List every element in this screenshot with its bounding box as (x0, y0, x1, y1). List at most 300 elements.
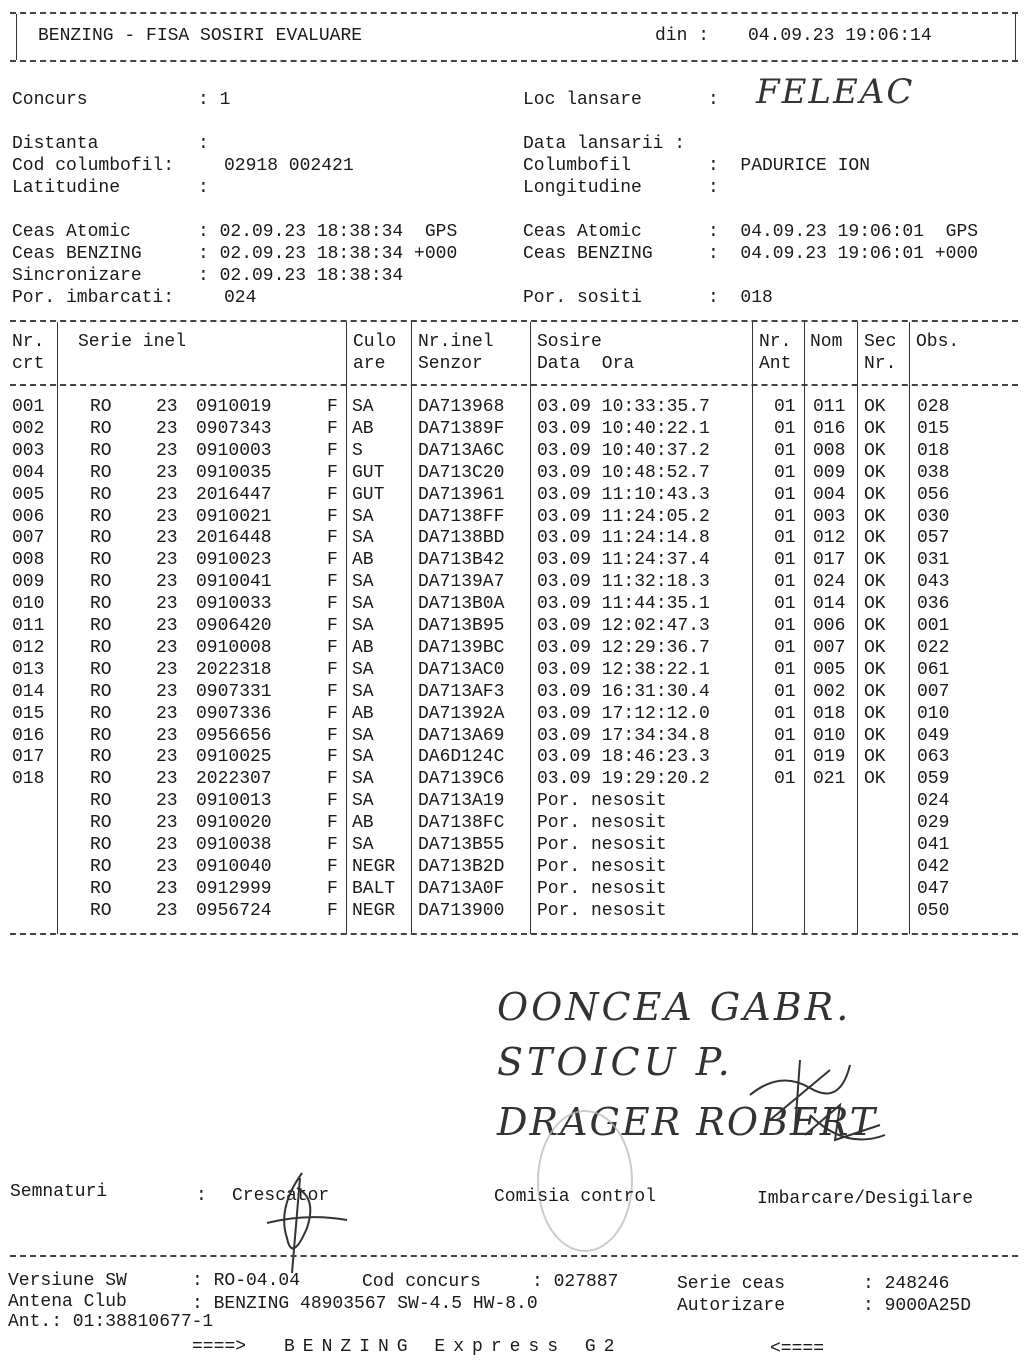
header-bottom-border (10, 60, 1018, 62)
ring-sex: F (327, 856, 338, 877)
ring-sex: F (327, 703, 338, 724)
obs-value: 042 (917, 856, 950, 877)
obs-value: 038 (917, 462, 950, 483)
sensor-id: DA713A69 (418, 725, 505, 746)
ring-sex: F (327, 550, 338, 571)
header-right-border (1015, 14, 1016, 60)
ring-number: 2016447 (196, 484, 272, 505)
obs-value: 022 (917, 637, 950, 658)
security-status: OK (864, 397, 886, 417)
security-status: OK (864, 484, 886, 505)
color-code: SA (352, 572, 374, 593)
col-nr-header-2: crt (12, 354, 45, 374)
nom-value: 004 (813, 484, 846, 505)
nom-value: 005 (813, 659, 846, 680)
arrival-time: 03.09 11:44:35.1 (537, 594, 710, 615)
ring-country: RO (90, 813, 112, 834)
arrival-time: 03.09 12:29:36.7 (537, 637, 710, 658)
serie-ceas-label: Serie ceas (677, 1274, 786, 1294)
arrival-time: 03.09 12:38:22.1 (537, 659, 710, 680)
right-atomic-value: : 04.09.23 19:06:01 GPS (708, 222, 979, 242)
sensor-id: DA713AF3 (418, 681, 505, 702)
footer-arrow-right: <==== (770, 1339, 825, 1359)
ring-sex: F (327, 878, 338, 899)
ring-country: RO (90, 528, 112, 549)
obs-value: 059 (917, 769, 950, 790)
col-ant-header-2: Ant (759, 354, 792, 374)
ring-number: 0906420 (196, 616, 272, 636)
ring-year: 23 (156, 616, 178, 636)
sync-label: Sincronizare (12, 266, 142, 286)
ring-country: RO (90, 835, 112, 855)
nom-value: 021 (813, 769, 846, 790)
color-code: SA (352, 659, 374, 680)
ring-sex: F (327, 681, 338, 702)
color-code: AB (352, 813, 374, 834)
ring-number: 0910008 (196, 637, 272, 658)
security-status: OK (864, 703, 886, 724)
sync-value: : 02.09.23 18:38:34 (198, 266, 404, 286)
security-status: OK (864, 506, 886, 527)
col-nom-header: Nom (810, 332, 843, 352)
ring-country: RO (90, 440, 112, 461)
col-serie-header: Serie inel (78, 332, 187, 352)
antenna-nr: 01 (774, 440, 796, 461)
table-row (0, 746, 1024, 768)
obs-value: 043 (917, 572, 950, 593)
color-code: SA (352, 681, 374, 702)
ring-country: RO (90, 550, 112, 571)
color-code: GUT (352, 462, 385, 483)
footer-arrow-left: ====> (192, 1337, 247, 1357)
antenna-nr: 01 (774, 659, 796, 680)
sensor-id: DA7139BC (418, 637, 505, 658)
sensor-id: DA713A0F (418, 878, 505, 899)
nom-value: 006 (813, 616, 846, 636)
security-status: OK (864, 725, 886, 746)
arrival-time: Por. nesosit (537, 900, 667, 921)
security-status: OK (864, 462, 886, 483)
obs-value: 001 (917, 616, 950, 636)
right-benzing-value: : 04.09.23 19:06:01 +000 (708, 244, 979, 264)
latitudine-label: Latitudine (12, 178, 121, 198)
cod-concurs-value: : 027887 (532, 1272, 619, 1292)
sensor-id: DA713A19 (418, 791, 505, 812)
row-number: 012 (12, 637, 45, 658)
ring-number: 2022318 (196, 659, 272, 680)
ring-year: 23 (156, 594, 178, 615)
color-code: SA (352, 747, 374, 768)
antenna-nr: 01 (774, 703, 796, 724)
ring-number: 0907343 (196, 418, 272, 439)
color-code: NEGR (352, 900, 396, 921)
ring-country: RO (90, 594, 112, 615)
ring-sex: F (327, 506, 338, 527)
color-code: AB (352, 703, 374, 724)
ring-number: 0912999 (196, 878, 272, 899)
table-row (0, 703, 1024, 725)
footer-top-border (10, 1255, 1018, 1257)
sensor-id: DA713A6C (418, 440, 505, 461)
ring-year: 23 (156, 397, 178, 417)
arrival-time: 03.09 16:31:30.4 (537, 681, 710, 702)
ring-number: 0910020 (196, 813, 272, 834)
row-number: 004 (12, 462, 45, 483)
ring-country: RO (90, 681, 112, 702)
arrival-time: 03.09 11:24:14.8 (537, 528, 710, 549)
imbarcare-desigilare-label: Imbarcare/Desigilare (757, 1189, 974, 1209)
left-atomic-value: : 02.09.23 18:38:34 GPS (198, 222, 458, 242)
arrival-time: 03.09 19:29:20.2 (537, 769, 710, 790)
row-number: 014 (12, 681, 45, 702)
data-lansarii-label: Data lansarii : (523, 134, 686, 154)
ring-country: RO (90, 397, 112, 417)
arrival-time: 03.09 11:10:43.3 (537, 484, 710, 505)
ring-number: 0910019 (196, 397, 272, 417)
antena-club-label: Antena Club (8, 1292, 127, 1312)
col-sec-header-1: Sec (864, 332, 897, 352)
obs-value: 036 (917, 594, 950, 615)
ring-year: 23 (156, 791, 178, 812)
color-code: SA (352, 397, 374, 417)
arrival-time: 03.09 11:32:18.3 (537, 572, 710, 593)
nom-value: 018 (813, 703, 846, 724)
official-stamp (537, 1110, 633, 1252)
sensor-id: DA7139A7 (418, 572, 505, 593)
arrival-time: 03.09 11:24:37.4 (537, 550, 710, 571)
ring-sex: F (327, 637, 338, 658)
color-code: AB (352, 418, 374, 439)
nom-value: 008 (813, 440, 846, 461)
arrival-time: Por. nesosit (537, 856, 667, 877)
color-code: SA (352, 769, 374, 790)
crescator-label: Crescator (232, 1186, 330, 1206)
imbarcati-value: 024 (224, 288, 257, 308)
ring-year: 23 (156, 637, 178, 658)
cod-columbofil-label: Cod columbofil: (12, 156, 175, 176)
table-row (0, 725, 1024, 747)
color-code: AB (352, 637, 374, 658)
ring-country: RO (90, 878, 112, 899)
latitudine-value: : (198, 178, 209, 198)
ring-number: 0910040 (196, 856, 272, 877)
document-title: BENZING - FISA SOSIRI EVALUARE (38, 26, 363, 46)
comisia-control-label: Comisia control (494, 1187, 657, 1207)
table-row (0, 659, 1024, 681)
table-row (0, 462, 1024, 484)
col-culoare-header-2: are (353, 354, 386, 374)
ring-year: 23 (156, 440, 178, 461)
security-status: OK (864, 769, 886, 790)
obs-value: 010 (917, 703, 950, 724)
ring-sex: F (327, 440, 338, 461)
serie-ceas-value: : 248246 (863, 1274, 950, 1294)
sositi-value: : 018 (708, 288, 773, 308)
arrival-time: 03.09 10:33:35.7 (537, 397, 710, 417)
color-code: SA (352, 791, 374, 812)
ring-sex: F (327, 900, 338, 921)
ring-country: RO (90, 791, 112, 812)
nom-value: 007 (813, 637, 846, 658)
arrival-time: 03.09 10:40:22.1 (537, 418, 710, 439)
table-row (0, 834, 1024, 856)
table-row (0, 856, 1024, 878)
date-label: din : (655, 26, 710, 46)
semnaturi-sep: : (196, 1186, 207, 1206)
security-status: OK (864, 572, 886, 593)
ring-sex: F (327, 462, 338, 483)
obs-value: 047 (917, 878, 950, 899)
ring-year: 23 (156, 484, 178, 505)
nom-value: 011 (813, 397, 846, 417)
antenna-nr: 01 (774, 725, 796, 746)
table-row (0, 396, 1024, 418)
ring-sex: F (327, 835, 338, 855)
distanta-label: Distanta (12, 134, 99, 154)
ring-year: 23 (156, 418, 178, 439)
ring-country: RO (90, 418, 112, 439)
col-ant-header-1: Nr. (759, 332, 792, 352)
ring-year: 23 (156, 572, 178, 593)
right-benzing-label: Ceas BENZING (523, 244, 653, 264)
ring-sex: F (327, 725, 338, 746)
table-row (0, 484, 1024, 506)
ring-year: 23 (156, 725, 178, 746)
table-row (0, 418, 1024, 440)
obs-value: 061 (917, 659, 950, 680)
ring-number: 2022307 (196, 769, 272, 790)
table-row (0, 681, 1024, 703)
sensor-id: DA6D124C (418, 747, 505, 768)
sensor-id: DA713B0A (418, 594, 505, 615)
sensor-id: DA7138FC (418, 813, 505, 834)
antenna-nr: 01 (774, 484, 796, 505)
obs-value: 057 (917, 528, 950, 549)
sositi-label: Por. sositi (523, 288, 642, 308)
sensor-id: DA713968 (418, 397, 505, 417)
row-number: 013 (12, 659, 45, 680)
ring-sex: F (327, 659, 338, 680)
ring-number: 0910013 (196, 791, 272, 812)
sensor-id: DA713B55 (418, 835, 505, 855)
columbofil-value: : PADURICE ION (708, 156, 871, 176)
ring-sex: F (327, 418, 338, 439)
left-benzing-label: Ceas BENZING (12, 244, 142, 264)
ring-number: 0910041 (196, 572, 272, 593)
table-row (0, 878, 1024, 900)
nom-value: 014 (813, 594, 846, 615)
arrival-time: Por. nesosit (537, 835, 667, 855)
sensor-id: DA713B42 (418, 550, 505, 571)
nom-value: 010 (813, 725, 846, 746)
table-row (0, 768, 1024, 790)
ring-year: 23 (156, 835, 178, 855)
security-status: OK (864, 681, 886, 702)
row-number: 006 (12, 506, 45, 527)
color-code: SA (352, 506, 374, 527)
color-code: S (352, 440, 363, 461)
security-status: OK (864, 747, 886, 768)
obs-value: 018 (917, 440, 950, 461)
table-bottom-border (10, 933, 1018, 935)
ring-number: 0910021 (196, 506, 272, 527)
col-obs-header: Obs. (916, 332, 960, 352)
obs-value: 050 (917, 900, 950, 921)
arrival-time: 03.09 10:48:52.7 (537, 462, 710, 483)
autorizare-label: Autorizare (677, 1296, 786, 1316)
ring-number: 0910033 (196, 594, 272, 615)
ring-sex: F (327, 572, 338, 593)
col-sosire-header-2: Data Ora (537, 354, 635, 374)
distanta-value: : (198, 134, 209, 154)
ring-country: RO (90, 506, 112, 527)
obs-value: 029 (917, 813, 950, 834)
sensor-id: DA713B2D (418, 856, 505, 877)
ring-sex: F (327, 397, 338, 417)
antenna-nr: 01 (774, 528, 796, 549)
sensor-id: DA713C20 (418, 462, 505, 483)
semnaturi-label: Semnaturi (10, 1182, 108, 1202)
nom-value: 003 (813, 506, 846, 527)
handwritten-name-2: STOICU P. (497, 1040, 734, 1084)
sensor-id: DA7138BD (418, 528, 505, 549)
antenna-nr: 01 (774, 506, 796, 527)
obs-value: 056 (917, 484, 950, 505)
arrival-time: 03.09 17:12:12.0 (537, 703, 710, 724)
concurs-label: Concurs (12, 90, 88, 110)
table-row (0, 440, 1024, 462)
row-number: 002 (12, 418, 45, 439)
arrival-time: Por. nesosit (537, 813, 667, 834)
table-row (0, 593, 1024, 615)
table-row (0, 527, 1024, 549)
ring-country: RO (90, 484, 112, 505)
ring-number: 0910038 (196, 835, 272, 855)
loc-lansare-handwritten: FELEAC (756, 72, 915, 112)
longitudine-label: Longitudine (523, 178, 642, 198)
col-senzor-header-2: Senzor (418, 354, 483, 374)
ring-number: 0907331 (196, 681, 272, 702)
imbarcati-label: Por. imbarcati: (12, 288, 175, 308)
nom-value: 024 (813, 572, 846, 593)
antenna-nr: 01 (774, 462, 796, 483)
sensor-id: DA713AC0 (418, 659, 505, 680)
left-benzing-value: : 02.09.23 18:38:34 +000 (198, 244, 458, 264)
handwritten-name-3: DRAGER ROBERT (497, 1100, 878, 1144)
ring-number: 0910003 (196, 440, 272, 461)
ring-country: RO (90, 659, 112, 680)
ring-sex: F (327, 769, 338, 790)
sensor-id: DA713961 (418, 484, 505, 505)
loc-lansare-sep: : (708, 90, 719, 110)
sensor-id: DA7139C6 (418, 769, 505, 790)
ring-year: 23 (156, 813, 178, 834)
ring-sex: F (327, 747, 338, 768)
header-left-border (16, 14, 17, 60)
signature-scribble-2 (800, 1095, 890, 1155)
ring-sex: F (327, 813, 338, 834)
nom-value: 012 (813, 528, 846, 549)
ring-year: 23 (156, 462, 178, 483)
row-number: 001 (12, 397, 45, 417)
nom-value: 017 (813, 550, 846, 571)
antenna-nr: 01 (774, 681, 796, 702)
ring-year: 23 (156, 856, 178, 877)
table-row (0, 615, 1024, 637)
concurs-value: : 1 (198, 90, 231, 110)
ring-country: RO (90, 856, 112, 877)
security-status: OK (864, 528, 886, 549)
arrival-time: 03.09 10:40:37.2 (537, 440, 710, 461)
nom-value: 002 (813, 681, 846, 702)
col-senzor-header-1: Nr.inel (418, 332, 494, 352)
sensor-id: DA71392A (418, 703, 505, 724)
ring-year: 23 (156, 747, 178, 768)
sensor-id: DA713900 (418, 900, 505, 921)
color-code: BALT (352, 878, 396, 899)
columbofil-label: Columbofil (523, 156, 632, 176)
security-status: OK (864, 616, 886, 636)
table-row (0, 506, 1024, 528)
antenna-nr: 01 (774, 616, 796, 636)
crescator-signature (262, 1168, 352, 1278)
right-atomic-label: Ceas Atomic (523, 222, 642, 242)
loc-lansare-label: Loc lansare (523, 90, 642, 110)
ring-number: 0907336 (196, 703, 272, 724)
col-sec-header-2: Nr. (864, 354, 897, 374)
antenna-nr: 01 (774, 397, 796, 417)
row-number: 018 (12, 769, 45, 790)
ring-country: RO (90, 616, 112, 636)
security-status: OK (864, 594, 886, 615)
sensor-id: DA713B95 (418, 616, 505, 636)
ring-country: RO (90, 572, 112, 593)
sensor-id: DA7138FF (418, 506, 505, 527)
footer-brand: BENZING Express G2 (284, 1337, 623, 1357)
sensor-id: DA71389F (418, 418, 505, 439)
table-row (0, 812, 1024, 834)
arrival-time: 03.09 18:46:23.3 (537, 747, 710, 768)
antenna-nr: 01 (774, 769, 796, 790)
table-row (0, 571, 1024, 593)
row-number: 011 (12, 616, 45, 636)
row-number: 016 (12, 725, 45, 746)
ring-number: 2016448 (196, 528, 272, 549)
obs-value: 049 (917, 725, 950, 746)
security-status: OK (864, 659, 886, 680)
ring-number: 0910023 (196, 550, 272, 571)
table-row (0, 549, 1024, 571)
row-number: 008 (12, 550, 45, 571)
color-code: SA (352, 528, 374, 549)
security-status: OK (864, 418, 886, 439)
ring-year: 23 (156, 703, 178, 724)
obs-value: 015 (917, 418, 950, 439)
security-status: OK (864, 440, 886, 461)
handwritten-name-1: OONCEA GABR. (497, 985, 852, 1029)
table-top-border (10, 320, 1018, 322)
ring-year: 23 (156, 900, 178, 921)
nom-value: 009 (813, 462, 846, 483)
ring-country: RO (90, 725, 112, 746)
antenna-nr: 01 (774, 572, 796, 593)
table-header-separator (10, 384, 1018, 386)
obs-value: 041 (917, 835, 950, 855)
arrival-time: Por. nesosit (537, 791, 667, 812)
ring-year: 23 (156, 550, 178, 571)
obs-value: 031 (917, 550, 950, 571)
ring-year: 23 (156, 659, 178, 680)
